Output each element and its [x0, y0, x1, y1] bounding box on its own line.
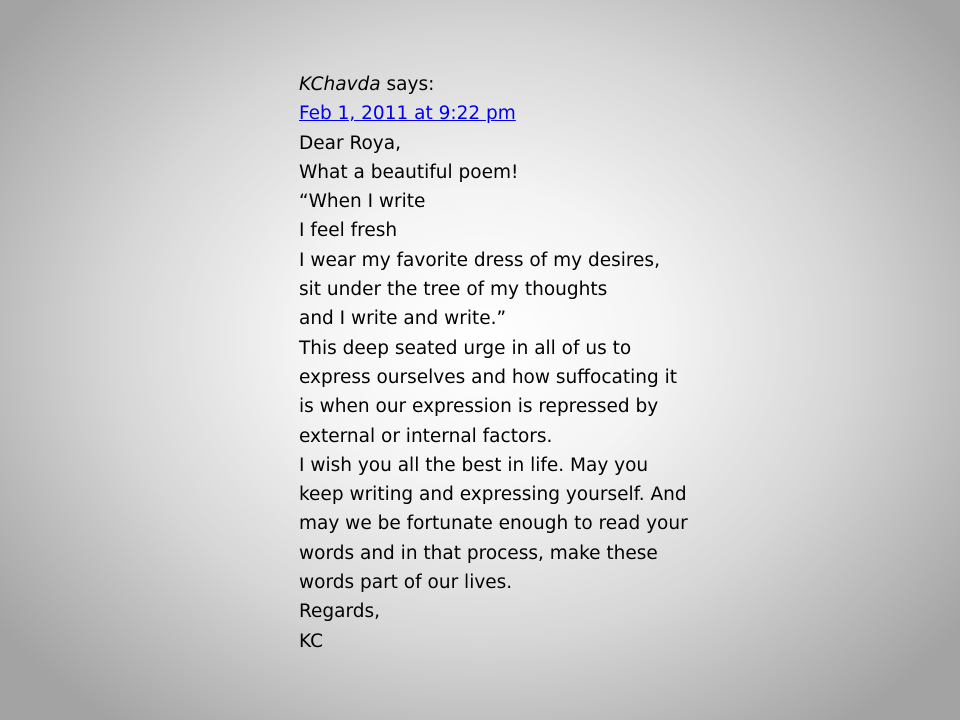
comment-line: may we be fortunate enough to read your: [299, 513, 688, 535]
comment-line: I wish you all the best in life. May you: [299, 454, 649, 476]
comment-block: [299, 70, 739, 656]
comment-line: express ourselves and how suffocating it: [299, 366, 677, 388]
comment-line: is when our expression is repressed by: [299, 396, 659, 418]
comment-line: words part of our lives.: [299, 572, 513, 594]
comment-line: external or internal factors.: [299, 425, 553, 447]
comment-line: Dear Roya,: [299, 132, 401, 154]
comment-line: “When I write: [299, 191, 426, 213]
comment-line: I feel fresh: [299, 220, 398, 242]
comment-header: [299, 70, 739, 99]
comment-line: keep writing and expressing yourself. And: [299, 484, 687, 506]
comment-date-link[interactable]: Feb 1, 2011 at 9:22 pm: [299, 103, 516, 125]
comment-line: words and in that process, make these: [299, 542, 658, 564]
comment-line: KC: [299, 630, 324, 652]
comment-line: What a beautiful poem!: [299, 161, 519, 183]
comment-line: Regards,: [299, 601, 381, 623]
comment-line: I wear my favorite dress of my desires,: [299, 249, 660, 271]
comment-author: KChavda: [299, 74, 381, 95]
comment-line: sit under the tree of my thoughts: [299, 279, 608, 301]
comment-body: [299, 129, 739, 656]
comment-line: This deep seated urge in all of us to: [299, 337, 632, 359]
comment-line: and I write and write.”: [299, 308, 507, 330]
comment-says-label: says:: [380, 74, 435, 95]
